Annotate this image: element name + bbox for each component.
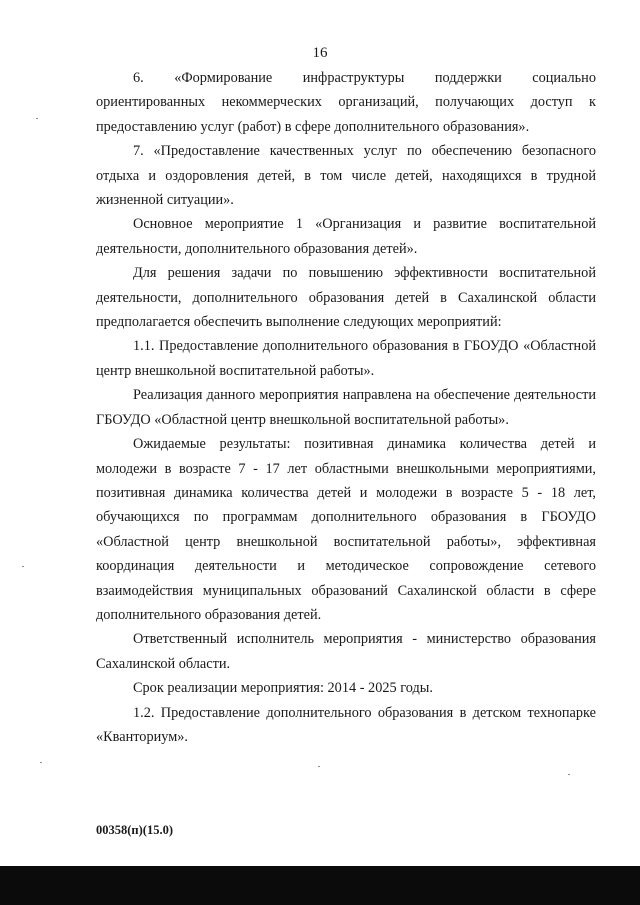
- paragraph-main-activity-1: Основное мероприятие 1 «Организация и развитие воспитательной деятельности, дополнительного образования детей».: [96, 216, 596, 257]
- paragraph-item-6: 6. «Формирование инфраструктуры поддержки социально ориентированных некоммерческих организаций, получающих доступ к предоставлению услуг (работ) в сфере дополнительного образования».: [96, 70, 596, 135]
- scan-speck: [22, 566, 24, 567]
- paragraph-item-7: 7. «Предоставление качественных услуг по обеспечению безопасного отдыха и оздоровления детей, в том числе детей, находящихся в трудной жизненной ситуации».: [96, 143, 596, 209]
- document-body: [96, 66, 596, 749]
- paragraph-expected-results: Ожидаемые результаты: позитивная динамика количества детей и молодежи в возрасте 7 - 17 лет областными внешкольными мероприятиями, позитивная динамика количества детей и молодежи в возрасте 5 - 18 лет, обучающихся по программам дополнительного образования в ГБОУДО «Областной центр внешкольной воспитательной работы», эффективная координация деятельности и методическое сопровождение сетевого взаимодействия муниципальных образований Сахалинской области в сфере дополнительного образования детей.: [96, 436, 596, 623]
- paragraph-activity-1-2: 1.2. Предоставление дополнительного образования в детском технопарке «Кванториум».: [96, 704, 596, 745]
- scan-bottom-edge: [0, 866, 640, 905]
- paragraph-activity-1-1: 1.1. Предоставление дополнительного образования в ГБОУДО «Областной центр внешкольной воспитательной работы».: [96, 338, 596, 379]
- scan-speck: [568, 774, 570, 775]
- paragraph-task-intro: Для решения задачи по повышению эффективности воспитательной деятельности, дополнительного образования детей в Сахалинской области предполагается обеспечить выполнение следующих мероприятий:: [96, 265, 596, 331]
- scan-speck: [36, 118, 38, 119]
- document-code: 00358(п)(15.0): [96, 823, 173, 837]
- page-number: 16: [312, 45, 328, 61]
- scan-speck: [318, 766, 320, 767]
- paragraph-period: Срок реализации мероприятия: 2014 - 2025 годы.: [133, 680, 433, 697]
- paragraph-implementation: Реализация данного мероприятия направлена на обеспечение деятельности ГБОУДО «Областной центр внешкольной воспитательной работы».: [96, 387, 596, 428]
- paragraph-responsible: Ответственный исполнитель мероприятия - министерство образования Сахалинской области.: [96, 631, 596, 672]
- scan-speck: [40, 762, 42, 763]
